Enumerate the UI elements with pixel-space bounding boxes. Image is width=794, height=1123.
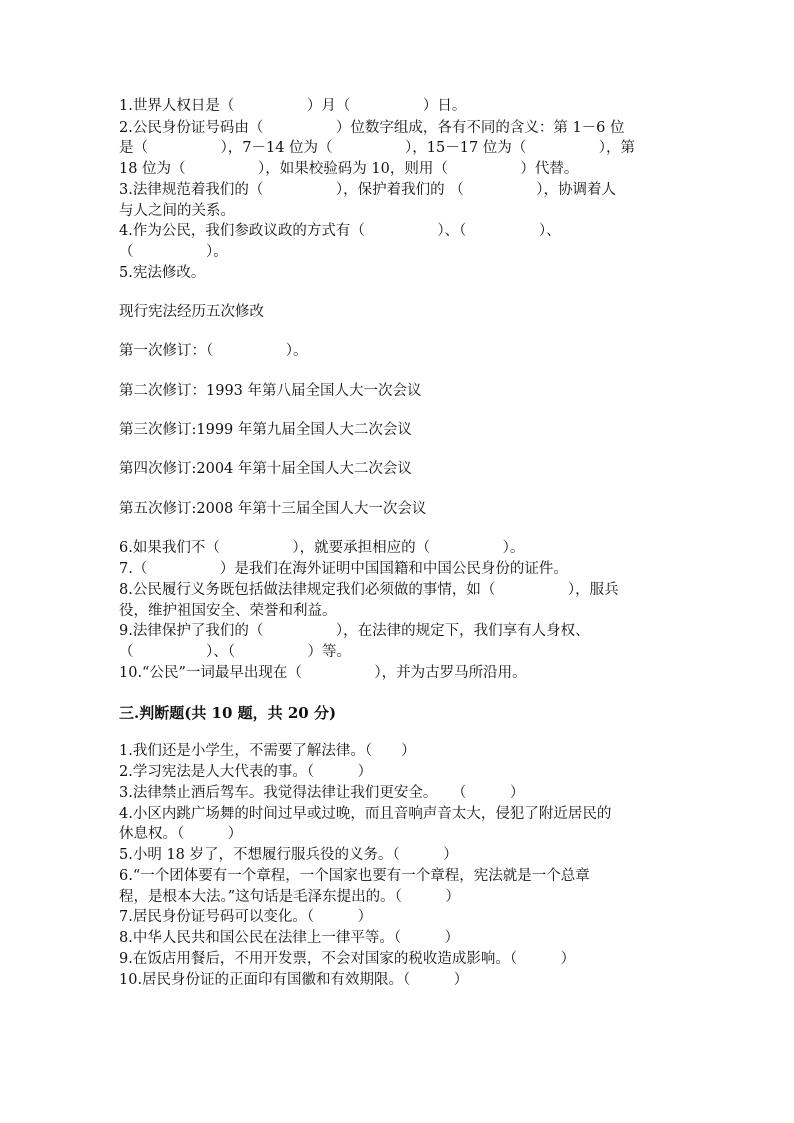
question-4-line-1: 4.作为公民，我们参政议政的方式有（ ）、（ ）、 — [119, 223, 561, 239]
revision-5: 第五次修订:2008 年第十三届全国人大一次会议 — [119, 501, 427, 517]
judge-6-line-2: 程，是根本大法。”这句话是毛泽东提出的。（ ） — [119, 889, 460, 905]
judge-4-line-1: 4.小区内跳广场舞的时间过早或过晚，而且音响声音太大，侵犯了附近居民的 — [119, 806, 612, 822]
judge-5: 5.小明 18 岁了，不想履行服兵役的义务。（ ） — [119, 847, 458, 863]
question-8-line-2: 役，维护祖国安全、荣誉和利益。 — [119, 603, 337, 619]
judge-2: 2.学习宪法是人大代表的事。（ ） — [119, 764, 373, 780]
question-1: 1.世界人权日是（ ）月（ ）日。 — [119, 98, 467, 114]
question-2-line-3: 18 位为（ ），如果校验码为 10，则用（ ）代替。 — [119, 161, 579, 177]
judge-1: 1.我们还是小学生，不需要了解法律。（ ） — [119, 743, 416, 759]
question-2-line-2: 是（ ），7－14 位为（ ），15－17 位为（ ），第 — [119, 140, 636, 156]
question-9-line-1: 9.法律保护了我们的（ ），在法律的规定下，我们享有人身权、 — [119, 623, 590, 639]
question-3-line-2: 与人之间的关系。 — [119, 203, 235, 219]
question-10: 10.“公民”一词最早出现在（ ），并为古罗马所沿用。 — [119, 665, 527, 681]
judge-9: 9.在饭店用餐后，不用开发票，不会对国家的税收造成影响。（ ） — [119, 951, 576, 967]
revision-3: 第三次修订:1999 年第九届全国人大二次会议 — [119, 422, 412, 438]
revision-2: 第二次修订：1993 年第八届全国人大一次会议 — [119, 383, 422, 399]
question-7: 7.（ ）是我们在海外证明中国国籍和中国公民身份的证件。 — [119, 561, 568, 577]
judge-8: 8.中华人民共和国公民在法律上一律平等。（ ） — [119, 930, 460, 946]
revision-4: 第四次修订:2004 年第十届全国人大二次会议 — [119, 461, 412, 477]
section-heading: 三.判断题(共 10 题，共 20 分) — [119, 704, 337, 722]
question-4-line-2: （ ）。 — [119, 244, 228, 260]
judge-3: 3.法律禁止酒后驾车。我觉得法律让我们更安全。 （ ） — [119, 785, 525, 801]
judge-4-line-2: 休息权。（ ） — [119, 826, 243, 842]
judge-7: 7.居民身份证号码可以变化。（ ） — [119, 909, 373, 925]
question-9-line-2: （ ）、（ ）等。 — [119, 644, 351, 660]
judge-10: 10.居民身份证的正面印有国徽和有效期限。（ ） — [119, 972, 469, 988]
question-8-line-1: 8.公民履行义务既包括做法律规定我们必须做的事情，如（ ），服兵 — [119, 582, 619, 598]
question-2-line-1: 2.公民身份证号码由（ ）位数字组成，各有不同的含义：第 1－6 位 — [119, 120, 625, 136]
question-6: 6.如果我们不（ ），就要承担相应的（ ）。 — [119, 540, 525, 556]
constitution-intro: 现行宪法经历五次修改 — [119, 304, 264, 320]
judge-6-line-1: 6.“一个团体要有一个章程，一个国家也要有一个章程，宪法就是一个总章 — [119, 868, 590, 884]
question-3-line-1: 3.法律规范着我们的（ ），保护着我们的 （ ），协调着人 — [119, 182, 616, 198]
question-5: 5.宪法修改。 — [119, 265, 206, 281]
revision-1: 第一次修订：（ ）。 — [119, 343, 308, 359]
